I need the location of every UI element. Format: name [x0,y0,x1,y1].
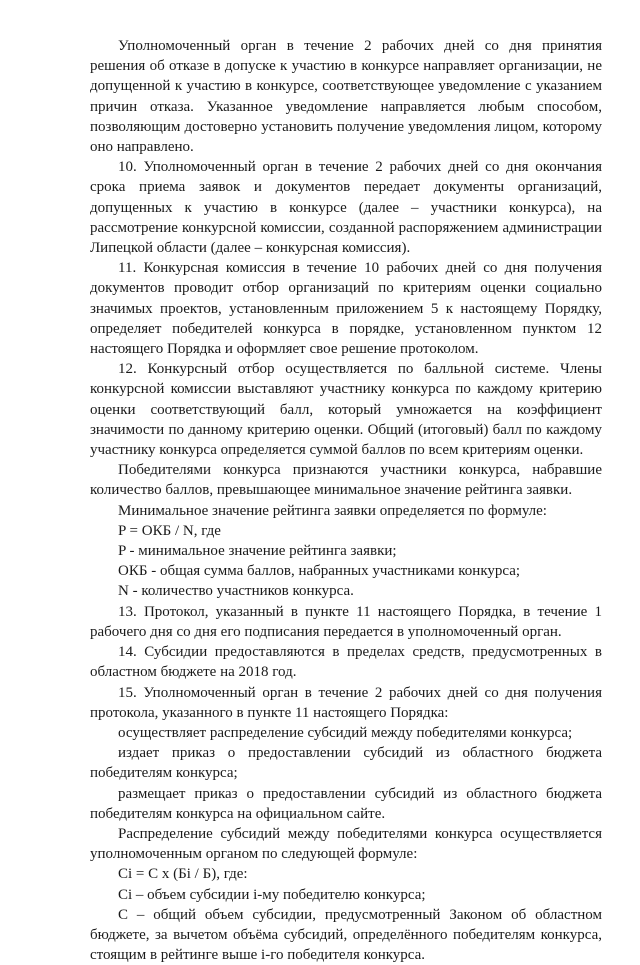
formula-def-n: N - количество участников конкурса. [118,583,354,600]
paragraph-distribution-formula-intro: Распределение субсидий между победителями конкурса осуществляется уполномоченным органом по следующей формуле: [90,825,602,863]
paragraph-item-14: 14. Субсидии предоставляются в пределах средств, предусмотренных в областном бюджете на 2018 год. [90,644,602,681]
paragraph-item-12: 12. Конкурсный отбор осуществляется по балльной системе. Члены конкурсной комиссии выставляют участнику конкурса по каждому критерию оценки соответствующий балл, который умножается на коэффициент значимости по данному критерию оценки. Общий (итоговый) балл по каждому участнику конкурса определяется суммой баллов по всем критериям оценки. [90,361,602,459]
paragraph-item-15-order: издает приказ о предоставлении субсидий из областного бюджета победителям конкурса; [90,745,602,782]
paragraph-item-15-publish: размещает приказ о предоставлении субсидий из областного бюджета победителям конкурса на официальном сайте. [90,785,602,822]
document-page [90,36,602,965]
paragraph-item-13: 13. Протокол, указанный в пункте 11 настоящего Порядка, в течение 1 рабочего дня со дня его подписания передается в уполномоченный орган. [90,603,602,640]
paragraph-winners: Победителями конкурса признаются участники конкурса, набравшие количество баллов, превышающее минимальное значение рейтинга заявки. [90,462,602,499]
formula-def-okb: ОКБ - общая сумма баллов, набранных участниками конкурса; [118,563,521,580]
paragraph-min-rating-intro: Минимальное значение рейтинга заявки определяется по формуле: [118,502,547,519]
paragraph-item-15: 15. Уполномоченный орган в течение 2 рабочих дней со дня получения протокола, указанного в пункте 11 настоящего Порядка: [90,684,602,721]
formula-def-c: C – общий объем субсидии, предусмотренный Законом об областном бюджете, за вычетом объёма субсидий, определённого победителям конкурса, стоящим в рейтинге выше i-го победителя конкурса. [90,906,602,964]
formula-def-p: P - минимальное значение рейтинга заявки; [118,543,397,560]
paragraph-refusal-notice: Уполномоченный орган в течение 2 рабочих дней со дня принятия решения об отказе в допуске к участию в конкурсе направляет организации, не допущенной к участию в конкурсе, соответствующее уведомление с указанием причин отказа. Указанное уведомление направляется любым способом, позволяющим достоверно установить получение уведомления лицом, которому оно направлено. [90,38,602,156]
formula-subsidy: Ci = C x (Бi / Б), где: [118,866,248,883]
formula-min-rating: P = ОКБ / N, где [118,522,221,539]
paragraph-item-15-distribution: осуществляет распределение субсидий между победителями конкурса; [118,724,573,741]
formula-def-ci: Ci – объем субсидии i-му победителю конкурса; [118,886,426,903]
paragraph-item-10: 10. Уполномоченный орган в течение 2 рабочих дней со дня окончания срока приема заявок и документов передает документы организаций, допущенных к участию в конкурсе (далее – участники конкурса), на рассмотрение конкурсной комиссии, созданной распоряжением администрации Липецкой области (далее – конкурсная комиссия). [90,159,602,257]
paragraph-item-11: 11. Конкурсная комиссия в течение 10 рабочих дней со дня получения документов проводит отбор организаций по критериям оценки социально значимых проектов, установленным приложением 5 к настоящему Порядку, определяет победителей конкурса в порядке, установленном пунктом 12 настоящего Порядка и оформляет свое решение протоколом. [90,260,602,358]
